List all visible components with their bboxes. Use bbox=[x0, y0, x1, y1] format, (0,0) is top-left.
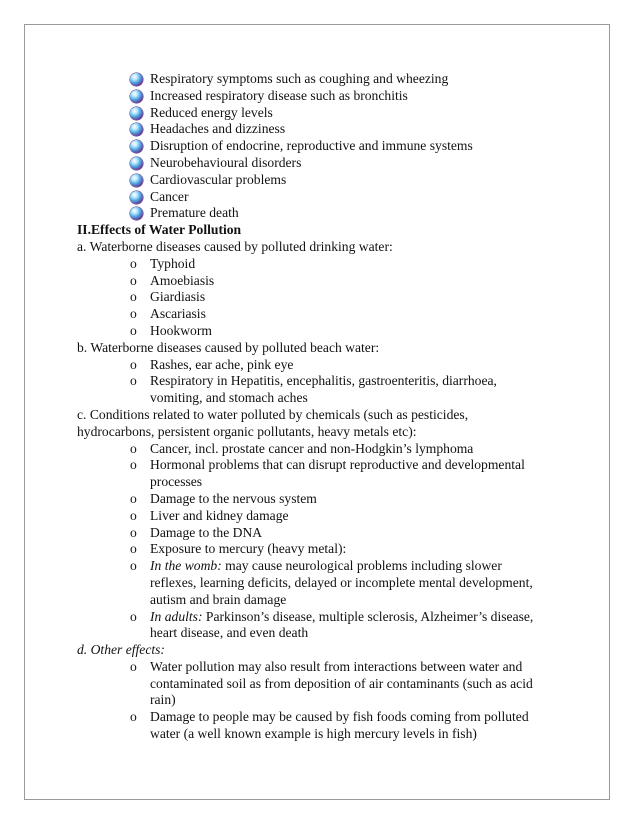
bullet-icon bbox=[130, 140, 143, 153]
bullet-marker: o bbox=[130, 608, 137, 624]
list-item: Respiratory symptoms such as coughing and wheezing bbox=[77, 71, 577, 88]
bullet-marker: o bbox=[130, 457, 137, 473]
section-title: II.Effects of Water Pollution bbox=[77, 222, 242, 238]
list-item: o Exposure to mercury (heavy metal): bbox=[130, 541, 347, 557]
bullet-marker: o bbox=[130, 306, 137, 322]
bullet-marker: o bbox=[130, 255, 137, 271]
list-item: o Hookworm bbox=[130, 322, 212, 338]
bullet-marker: o bbox=[130, 558, 137, 574]
bullet-icon bbox=[130, 90, 143, 103]
subsection-c-heading-line2: hydrocarbons, persistent organic pollutants, heavy metals etc): bbox=[77, 423, 417, 439]
bullet-icon bbox=[130, 207, 143, 220]
air-effects-list bbox=[77, 71, 577, 222]
subsection-c-list bbox=[77, 441, 577, 643]
subsection-a-list bbox=[77, 256, 577, 340]
list-item: o In the womb: may cause neurological problems including slower reflexes, learning deficits, delayed or incomplete mental development, autism and brain damage bbox=[130, 558, 533, 607]
list-item: o In adults: Parkinson’s disease, multiple sclerosis, Alzheimer’s disease, heart disease, and even death bbox=[130, 608, 534, 641]
list-item: Reduced energy levels bbox=[77, 105, 577, 122]
bullet-marker: o bbox=[130, 507, 137, 523]
bullet-icon bbox=[130, 73, 143, 86]
list-item: o Damage to people may be caused by fish foods coming from polluted water (a well known example is high mercury levels in fish) bbox=[130, 709, 529, 742]
list-item: Premature death bbox=[77, 205, 577, 222]
list-item: o Ascariasis bbox=[130, 306, 206, 322]
bullet-icon bbox=[130, 157, 143, 170]
bullet-marker: o bbox=[130, 658, 137, 674]
list-item: o Damage to the DNA bbox=[130, 524, 263, 540]
list-item: o Cancer, incl. prostate cancer and non-Hodgkin’s lymphoma bbox=[130, 440, 474, 456]
bullet-marker: o bbox=[130, 490, 137, 506]
list-item: Cancer bbox=[77, 189, 577, 206]
bullet-icon bbox=[130, 191, 143, 204]
list-item: o Respiratory in Hepatitis, encephalitis, gastroenteritis, diarrhoea, vomiting, and stomach aches bbox=[130, 373, 497, 406]
subsection-c-heading-line1: c. Conditions related to water polluted by chemicals (such as pesticides, bbox=[77, 406, 469, 422]
bullet-marker: o bbox=[130, 709, 137, 725]
list-item: o Typhoid bbox=[130, 255, 196, 271]
document-body bbox=[77, 71, 577, 743]
list-item: Neurobehavioural disorders bbox=[77, 155, 577, 172]
list-item: o Liver and kidney damage bbox=[130, 507, 289, 523]
bullet-marker: o bbox=[130, 440, 137, 456]
bullet-icon bbox=[130, 123, 143, 136]
bullet-marker: o bbox=[130, 524, 137, 540]
bullet-icon bbox=[130, 107, 143, 120]
subsection-b-heading: b. Waterborne diseases caused by polluted beach water: bbox=[77, 339, 380, 355]
bullet-marker: o bbox=[130, 322, 137, 338]
list-item: o Water pollution may also result from interactions between water and contaminated soil as from deposition of air contaminants (such as acid rain) bbox=[130, 658, 533, 708]
bullet-marker: o bbox=[130, 272, 137, 288]
list-item: Disruption of endocrine, reproductive and immune systems bbox=[77, 138, 577, 155]
list-item: Cardiovascular problems bbox=[77, 172, 577, 189]
bullet-marker: o bbox=[130, 289, 137, 305]
list-item: o Rashes, ear ache, pink eye bbox=[130, 356, 294, 372]
bullet-icon bbox=[130, 174, 143, 187]
list-item: o Giardiasis bbox=[130, 289, 206, 305]
list-item: Increased respiratory disease such as bronchitis bbox=[77, 88, 577, 105]
subsection-a-heading: a. Waterborne diseases caused by polluted drinking water: bbox=[77, 238, 393, 254]
list-item: o Damage to the nervous system bbox=[130, 490, 317, 506]
list-item: Headaches and dizziness bbox=[77, 121, 577, 138]
list-item: o Amoebiasis bbox=[130, 272, 215, 288]
subsection-d-list bbox=[77, 659, 577, 743]
bullet-marker: o bbox=[130, 541, 137, 557]
bullet-marker: o bbox=[130, 356, 137, 372]
list-item: o Hormonal problems that can disrupt reproductive and developmental processes bbox=[130, 457, 525, 490]
bullet-marker: o bbox=[130, 373, 137, 389]
subsection-d-heading: d. Other effects: bbox=[77, 642, 165, 658]
subsection-b-list bbox=[77, 357, 577, 407]
